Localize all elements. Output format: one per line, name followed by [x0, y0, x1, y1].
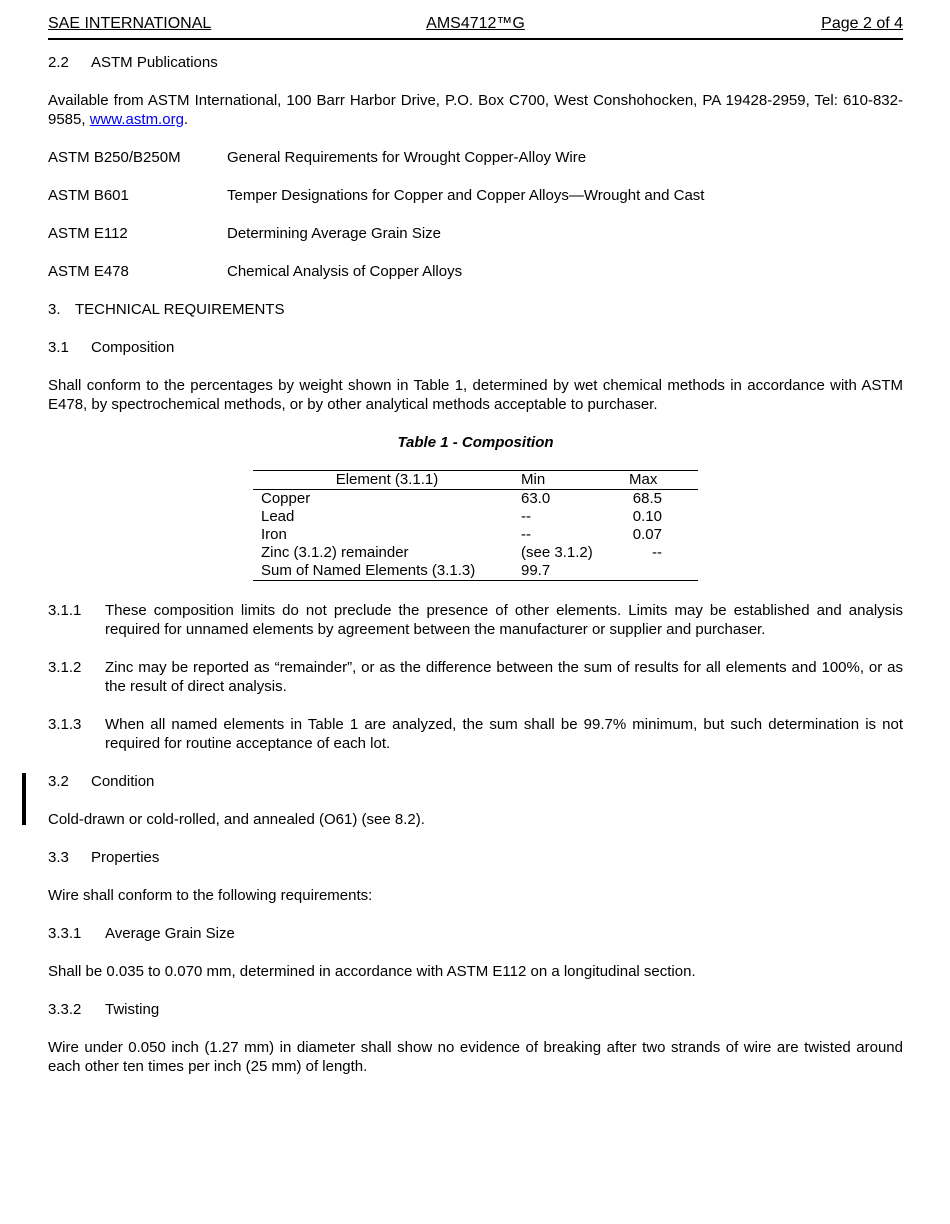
table-row	[253, 562, 698, 581]
note-text: Zinc may be reported as “remainder”, or as the difference between the sum of results for all elements and 100%, or as the result of direct analysis.	[105, 659, 903, 695]
revision-change-bar	[22, 773, 26, 825]
properties-paragraph: Wire shall conform to the following requirements:	[48, 887, 373, 904]
cell-element: Copper	[261, 490, 311, 507]
reference-row	[48, 148, 903, 167]
cell-max	[629, 562, 698, 581]
reference-title: General Requirements for Wrought Copper-Alloy Wire	[227, 149, 587, 166]
reference-row	[48, 186, 903, 205]
section-heading-3-3-2	[48, 1000, 903, 1019]
note-number: 3.1.1	[48, 602, 82, 619]
table-row	[253, 490, 698, 509]
section-title: Composition	[91, 339, 175, 356]
reference-title: Temper Designations for Copper and Copper Alloys—Wrought and Cast	[227, 187, 705, 204]
section-heading-3-3-1	[48, 924, 903, 943]
astm-org-link[interactable]: www.astm.org	[89, 111, 184, 128]
section-number: 3.	[48, 301, 61, 318]
note-3-1-1	[48, 601, 903, 639]
column-header-element: Element (3.1.1)	[335, 471, 439, 488]
section-heading-2-2	[48, 53, 903, 72]
composition-table	[253, 470, 698, 581]
section-title: Condition	[91, 773, 155, 790]
reference-title: Chemical Analysis of Copper Alloys	[227, 263, 463, 280]
section-heading-3	[48, 300, 903, 319]
note-number: 3.1.3	[48, 716, 82, 733]
composition-paragraph: Shall conform to the percentages by weight shown in Table 1, determined by wet chemical methods in accordance with ASTM E478, by spectrochemical methods, or by other analytical methods acceptable to purchaser.	[48, 377, 903, 413]
note-number: 3.1.2	[48, 659, 82, 676]
section-number: 3.3.1	[48, 925, 82, 942]
table-row	[253, 508, 698, 526]
cell-min: (see 3.1.2)	[521, 544, 593, 561]
header-document-number: AMS4712™G	[426, 15, 525, 32]
reference-row	[48, 224, 903, 243]
note-3-1-3	[48, 715, 903, 753]
section-title: Properties	[91, 849, 160, 866]
cell-min: 63.0	[521, 490, 551, 507]
cell-element: Iron	[261, 526, 287, 543]
astm-availability-paragraph	[48, 91, 903, 129]
cell-min: --	[521, 526, 531, 543]
page-header	[48, 14, 903, 40]
section-number: 3.3.2	[48, 1001, 82, 1018]
section-title: Average Grain Size	[105, 925, 235, 942]
grain-size-paragraph: Shall be 0.035 to 0.070 mm, determined in accordance with ASTM E112 on a longitudinal section.	[48, 963, 696, 980]
cell-max: 0.07	[632, 526, 662, 543]
paragraph-text: .	[183, 111, 189, 128]
section-heading-3-3	[48, 848, 903, 867]
table-row	[253, 544, 698, 562]
cell-max: 0.10	[632, 508, 662, 525]
reference-code: ASTM B250/B250M	[48, 149, 181, 166]
note-3-1-2	[48, 658, 903, 696]
table-row	[253, 526, 698, 544]
paragraph-text: Available from ASTM International, 100 Barr Harbor Drive, P.O. Box C700, West Conshohocken, PA 19428-2959, Tel: 610-832-9585,	[48, 92, 903, 128]
column-header-min: Min	[521, 471, 546, 488]
cell-min: 99.7	[521, 562, 551, 579]
document-body	[48, 40, 903, 1076]
section-title: ASTM Publications	[91, 54, 218, 71]
cell-min: --	[521, 508, 531, 525]
header-page-number: Page 2 of 4	[821, 15, 903, 32]
table-caption: Table 1 - Composition	[397, 434, 554, 451]
table-header-row	[253, 471, 698, 490]
cell-element: Sum of Named Elements (3.1.3)	[261, 562, 476, 579]
cell-max: 68.5	[632, 490, 662, 507]
section-title: TECHNICAL REQUIREMENTS	[75, 301, 285, 318]
section-3-2-changed-block	[48, 772, 903, 829]
reference-code: ASTM B601	[48, 187, 129, 204]
cell-element: Zinc (3.1.2) remainder	[261, 544, 409, 561]
cell-element: Lead	[261, 508, 295, 525]
reference-row	[48, 262, 903, 281]
reference-title: Determining Average Grain Size	[227, 225, 441, 242]
condition-paragraph: Cold-drawn or cold-rolled, and annealed (O61) (see 8.2).	[48, 811, 425, 828]
section-number: 3.1	[48, 339, 69, 356]
section-number: 2.2	[48, 54, 69, 71]
section-heading-3-2	[48, 772, 903, 791]
section-heading-3-1	[48, 338, 903, 357]
cell-max: --	[652, 544, 662, 561]
note-text: When all named elements in Table 1 are analyzed, the sum shall be 99.7% minimum, but such determination is not required for routine acceptance of each lot.	[105, 716, 903, 752]
section-number: 3.2	[48, 773, 69, 790]
twisting-paragraph: Wire under 0.050 inch (1.27 mm) in diameter shall show no evidence of breaking after two strands of wire are twisted around each other ten times per inch (25 mm) of length.	[48, 1039, 903, 1075]
section-number: 3.3	[48, 849, 69, 866]
section-title: Twisting	[105, 1001, 160, 1018]
note-text: These composition limits do not preclude the presence of other elements. Limits may be established and analysis required for unnamed elements by agreement between the manufacturer or supplier and purchaser.	[105, 602, 903, 638]
header-organization: SAE INTERNATIONAL	[48, 15, 212, 32]
column-header-max: Max	[629, 471, 658, 488]
reference-code: ASTM E112	[48, 225, 128, 242]
reference-code: ASTM E478	[48, 263, 129, 280]
